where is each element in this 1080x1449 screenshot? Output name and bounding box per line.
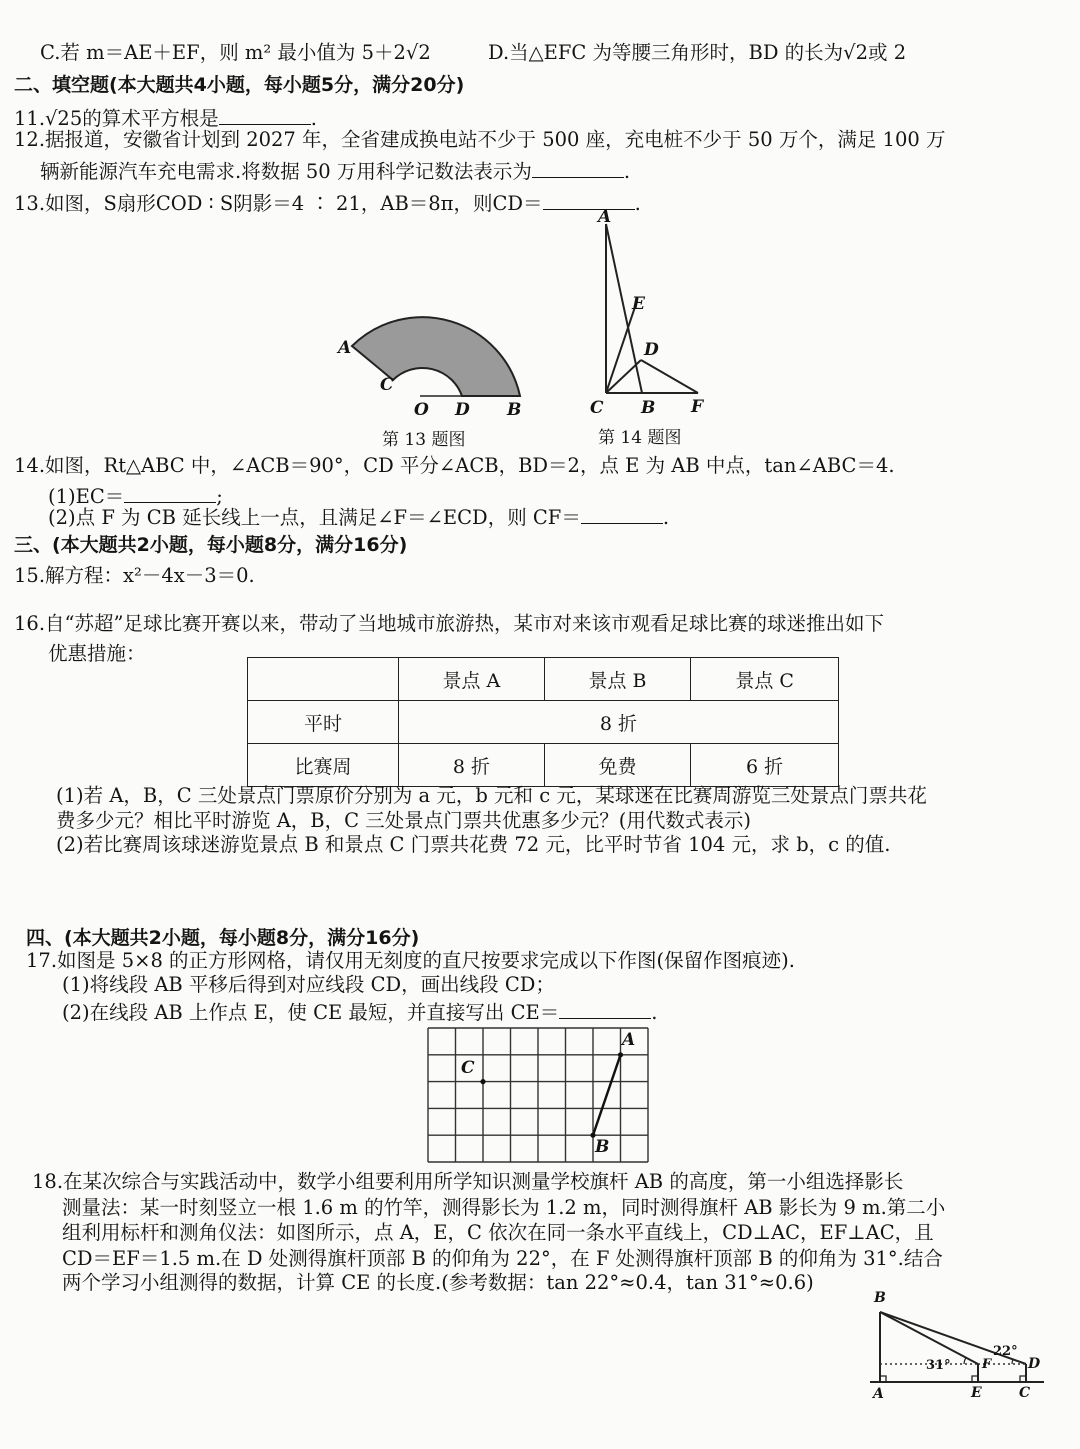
answer-blank-11[interactable]	[219, 104, 311, 125]
question-18-line4: CD＝EF＝1.5 m.在 D 处测得旗杆顶部 B 的仰角为 22°，在 F 处测得旗杆顶部 B 的仰角为 31°.结合	[62, 1247, 943, 1270]
question-18-line5: 两个学习小组测得的数据，计算 CE 的长度.(参考数据：tan 22°≈0.4，tan 31°≈0.6)	[62, 1271, 814, 1294]
point-c	[480, 1079, 485, 1084]
answer-blank-17[interactable]	[559, 998, 651, 1019]
question-11: 11.√25的算术平方根是 .	[14, 104, 317, 132]
section-3-title: 三、(本大题共2小题，每小题8分，满分16分)	[14, 534, 408, 556]
question-16-line2: 优惠措施：	[48, 642, 146, 665]
question-15: 15.解方程：x²－4x－3＝0.	[14, 564, 255, 587]
grid-label-c: C	[461, 1058, 475, 1078]
fig18-label-f: F	[982, 1357, 992, 1372]
fig14-label-a: A	[598, 207, 612, 227]
fig14-label-c: C	[590, 398, 604, 418]
fig13-label-c: C	[380, 375, 394, 395]
fig18-label-c: C	[1019, 1385, 1031, 1401]
question-17-part2: (2)在线段 AB 上作点 E，使 CE 最短，并直接写出 CE＝ .	[62, 998, 657, 1026]
table-header-c: 景点 C	[691, 658, 839, 701]
question-14-part1-text: (1)EC＝	[48, 485, 125, 508]
section-4-title: 四、(本大题共2小题，每小题8分，满分16分)	[26, 927, 420, 949]
table-header-row	[248, 658, 839, 701]
table-row	[248, 701, 839, 744]
grid-label-b: B	[595, 1137, 610, 1157]
table-cell-normal-discount: 8 折	[399, 701, 839, 744]
fig18-angle-22: 22°	[993, 1344, 1018, 1359]
fig13-label-a: A	[338, 338, 352, 358]
question-18-line1: 18.在某次综合与实践活动中，数学小组要利用所学知识测量学校旗杆 AB 的高度，第一小组选择影长	[32, 1170, 904, 1193]
fig13-label-o: O	[414, 400, 429, 420]
fig18-label-a: A	[873, 1386, 884, 1402]
question-12-text: 辆新能源汽车充电需求.将数据 50 万用科学记数法表示为	[40, 160, 532, 183]
table-cell-match-a: 8 折	[399, 744, 545, 787]
answer-blank-14-2[interactable]	[581, 503, 663, 524]
fig18-label-e: E	[971, 1385, 982, 1401]
grid-label-a: A	[622, 1030, 636, 1050]
question-13-text: 13.如图，S扇形COD ∶ S阴影＝4 ∶ 21，AB＝8π，则CD＝	[14, 192, 543, 215]
question-17-part1: (1)将线段 AB 平移后得到对应线段 CD，画出线段 CD；	[62, 973, 555, 996]
figure-17-grid	[426, 1026, 652, 1164]
question-13: 13.如图，S扇形COD ∶ S阴影＝4 ∶ 21，AB＝8π，则CD＝ .	[14, 189, 641, 217]
fig14-label-f: F	[691, 397, 704, 417]
fig13-label-b: B	[507, 400, 522, 420]
question-18-line2: 测量法：某一时刻竖立一根 1.6 m 的竹竿，测得影长为 1.2 m，同时测得旗杆 AB 影长为 9 m.第二小	[62, 1196, 946, 1219]
table-cell-match-b: 免费	[544, 744, 690, 787]
table-corner-cell	[248, 658, 399, 701]
figure-18	[866, 1298, 1050, 1390]
question-11-text: 11.√25的算术平方根是	[14, 107, 219, 130]
answer-blank-14-1[interactable]	[124, 482, 216, 503]
fig14-label-e: E	[632, 294, 645, 314]
question-14: 14.如图，Rt△ABC 中，∠ACB＝90°，CD 平分∠ACB，BD＝2，点 E 为 AB 中点，tan∠ABC＝4.	[14, 454, 895, 477]
question-12-line2: 辆新能源汽车充电需求.将数据 50 万用科学记数法表示为 .	[40, 157, 630, 185]
question-17-part2-text: (2)在线段 AB 上作点 E，使 CE 最短，并直接写出 CE＝	[62, 1001, 560, 1024]
question-17: 17.如图是 5×8 的正方形网格，请仅用无刻度的直尺按要求完成以下作图(保留作图痕迹).	[26, 949, 795, 972]
question-14-part2-text: (2)点 F 为 CB 延长线上一点，且满足∠F＝∠ECD，则 CF＝	[48, 506, 581, 529]
fig14-caption: 第 14 题图	[598, 428, 682, 448]
option-d: D.当△EFC 为等腰三角形时，BD 的长为√2或 2	[488, 41, 907, 64]
fig13-label-d: D	[455, 400, 470, 420]
table-header-b: 景点 B	[544, 658, 690, 701]
section-2-title: 二、填空题(本大题共4小题，每小题5分，满分20分)	[14, 74, 465, 96]
question-16-part1-line1: (1)若 A，B，C 三处景点门票原价分别为 a 元，b 元和 c 元，某球迷在比赛周游览三处景点门票共花	[56, 784, 927, 807]
question-14-part2: (2)点 F 为 CB 延长线上一点，且满足∠F＝∠ECD，则 CF＝ .	[48, 503, 669, 531]
question-16-part1-line2: 费多少元？相比平时游览 A，B，C 三处景点门票共优惠多少元？(用代数式表示)	[56, 809, 751, 832]
grid-lines	[428, 1028, 648, 1162]
question-18-line3: 组利用标杆和测角仪法：如图所示，点 A，E，C 依次在同一条水平直线上，CD⊥AC，EF⊥AC，且	[62, 1221, 934, 1244]
fig14-label-b: B	[641, 398, 656, 418]
fig13-caption: 第 13 题图	[382, 430, 466, 450]
fig18-angle-31: 31°	[926, 1358, 951, 1373]
table-row-label-match: 比赛周	[248, 744, 399, 787]
fig18-label-d: D	[1028, 1356, 1041, 1372]
fig14-label-d: D	[644, 340, 659, 360]
shaded-ring-sector	[352, 317, 520, 396]
table-row	[248, 744, 839, 787]
question-14-part1: (1)EC＝ ;	[48, 482, 223, 510]
question-16-line1: 16.自“苏超”足球比赛开赛以来，带动了当地城市旅游热，某市对来该市观看足球比赛的球迷推出如下	[14, 612, 884, 635]
segment-ab	[593, 1055, 621, 1135]
table-header-a: 景点 A	[399, 658, 545, 701]
answer-blank-12[interactable]	[532, 157, 624, 178]
fig18-label-b: B	[874, 1290, 886, 1306]
answer-blank-13[interactable]	[543, 189, 635, 210]
figure-14	[590, 220, 710, 400]
question-12-line1: 12.据报道，安徽省计划到 2027 年，全省建成换电站不少于 500 座，充电桩不少于 50 万个，满足 100 万	[14, 128, 946, 151]
discount-table	[247, 657, 839, 787]
point-a	[618, 1052, 623, 1057]
table-row-label-normal: 平时	[248, 701, 399, 744]
question-16-part2: (2)若比赛周该球迷游览景点 B 和景点 C 门票共花费 72 元，比平时节省 104 元，求 b，c 的值.	[56, 833, 891, 856]
table-cell-match-c: 6 折	[691, 744, 839, 787]
option-c: C.若 m＝AE＋EF，则 m² 最小值为 5＋2√2	[40, 41, 431, 64]
